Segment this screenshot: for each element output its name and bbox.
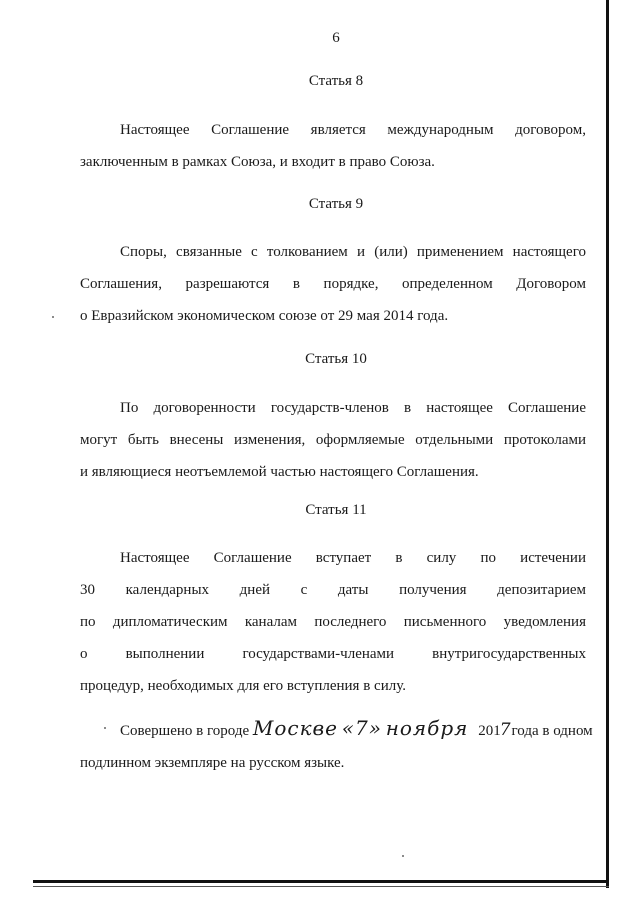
article-10-line-3: и являющиеся неотъемлемой частью настоящего Соглашения.: [80, 464, 479, 480]
article-10-line-1: По договоренности государств-членов в настоящее Соглашение: [120, 400, 586, 416]
scan-speck: [402, 855, 404, 857]
scan-speck: [104, 727, 106, 729]
article-11-line-1: Настоящее Соглашение вступает в силу по истечении: [120, 550, 586, 566]
article-8-text: [80, 114, 586, 178]
article-9-text: [80, 236, 586, 332]
scan-border-bottom: [33, 880, 609, 883]
scan-speck: [52, 316, 54, 318]
closing-suffix: года в одном: [511, 723, 593, 739]
article-11-line-5: процедур, необходимых для его вступления в силу.: [80, 678, 406, 694]
article-9-line-2: Соглашения, разрешаются в порядке, определенном Договором: [80, 276, 586, 292]
handwritten-city: Москве: [252, 716, 339, 740]
handwritten-day: «7»: [341, 716, 382, 740]
scan-border-bottom-thin: [33, 886, 609, 887]
article-8-line-2: заключенным в рамках Союза, и входит в право Союза.: [80, 154, 435, 170]
closing-text: [80, 712, 593, 779]
article-9-title: Статья 9: [308, 196, 364, 212]
article-8-title: Статья 8: [308, 73, 364, 89]
closing-line-2: подлинном экземпляре на русском языке.: [80, 755, 345, 771]
article-8-line-1: Настоящее Соглашение является международным договором,: [120, 122, 586, 138]
article-10-text: [80, 392, 586, 488]
closing-line-1: [80, 712, 593, 747]
article-10-title: Статья 10: [305, 351, 367, 367]
article-11-line-3: по дипломатическим каналам последнего письменного уведомления: [80, 614, 586, 630]
year-prefix: 201: [478, 723, 501, 739]
article-11-title: Статья 11: [305, 502, 367, 518]
article-9-line-3: о Евразийском экономическом союзе от 29 мая 2014 года.: [80, 308, 449, 324]
article-10-line-2: могут быть внесены изменения, оформляемые отдельными протоколами: [80, 432, 586, 448]
page-number: 6: [332, 30, 340, 46]
handwritten-year-digit: 7: [499, 720, 512, 740]
handwritten-month: ноября: [385, 716, 469, 740]
article-11-text: [80, 542, 586, 702]
article-11-line-2: 30 календарных дней с даты получения депозитарием: [80, 582, 586, 598]
scan-border-right: [606, 0, 609, 888]
article-9-line-1: Споры, связанные с толкованием и (или) применением настоящего: [120, 244, 586, 260]
closing-prefix: Совершено в городе: [120, 723, 250, 739]
article-11-line-4: о выполнении государствами-членами внутригосударственных: [80, 646, 586, 662]
